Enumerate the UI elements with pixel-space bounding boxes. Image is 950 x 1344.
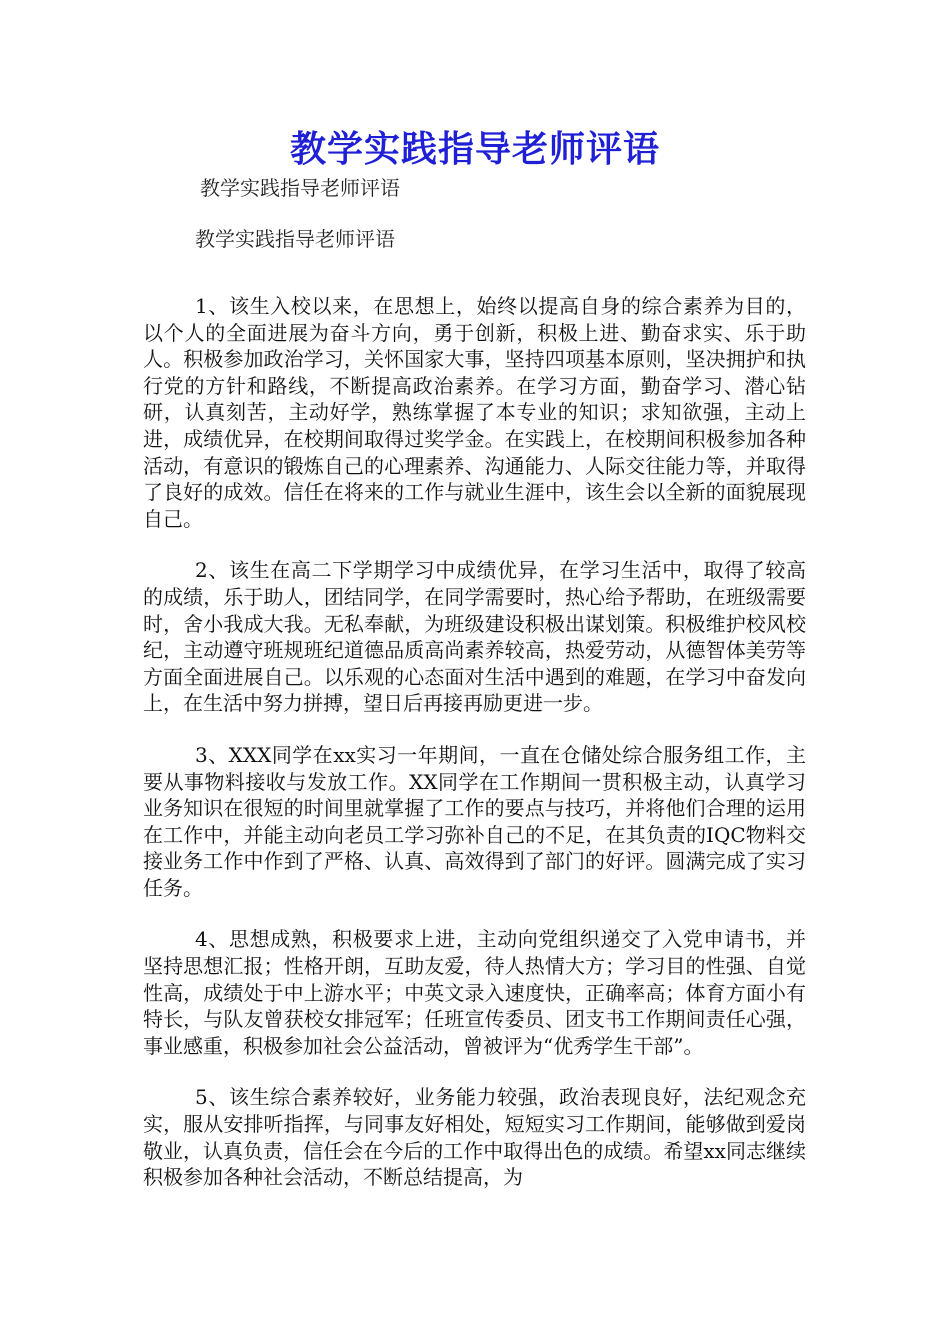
document-title: 教学实践指导老师评语 [289, 129, 660, 170]
paragraph-2: 2、该生在高二下学期学习中成绩优异，在学习生活中，取得了较高的成绩，乐于助人，团结同学，在同学需要时，热心给予帮助，在班级需要时，舍小我成大我。无私奉献，为班级建设积极出谋划策。积极维护校风校纪，主动遵守班规班纪道德品质高尚素养较高，热爱劳动，从德智体美劳等方面全面进展自己。以乐观的心态面对生活中遇到的难题，在学习中奋发向上，在生活中努力拼搏，望日后再接再励更进一步。 [143, 558, 806, 716]
paragraph-4: 4、思想成熟，积极要求上进，主动向党组织递交了入党申请书，并坚持思想汇报；性格开朗，互助友爱，待人热情大方；学习目的性强、自觉性高，成绩处于中上游水平；中英文录入速度快，正确率高；体育方面小有特长，与队友曾获校女排冠军；任班宣传委员、团支书工作期间责任心强，事业感重，积极参加社会公益活动，曾被评为“优秀学生干部”。 [143, 927, 806, 1058]
paragraph-3: 3、XXX同学在xx实习一年期间，一直在仓储处综合服务组工作，主要从事物料接收与发放工作。XX同学在工作期间一贯积极主动，认真学习业务知识在很短的时间里就掌握了工作的要点与技巧，并将他们合理的运用在工作中，并能主动向老员工学习弥补自己的不足，在其负责的IQC物料交接业务工作中作到了严格、认真、高效得到了部门的好评。圆满完成了实习任务。 [143, 742, 806, 900]
document-subtitle: 教学实践指导老师评语 [200, 176, 400, 200]
paragraph-5: 5、该生综合素养较好，业务能力较强，政治表现良好，法纪观念充实，服从安排听指挥，与同事友好相处，短短实习工作期间，能够做到爱岗敬业，认真负责，信任会在今后的工作中取得出色的成绩。希望xx同志继续积极参加各种社会活动，不断总结提高，为 [143, 1085, 806, 1190]
paragraph-1: 1、该生入校以来，在思想上，始终以提高自身的综合素养为目的，以个人的全面进展为奋斗方向，勇于创新，积极上进、勤奋求实、乐于助人。积极参加政治学习，关怀国家大事，坚持四项基本原则，坚决拥护和执行党的方针和路线，不断提高政治素养。在学习方面，勤奋学习、潜心钻研，认真刻苦，主动好学，熟练掌握了本专业的知识；求知欲强，主动上进，成绩优异，在校期间取得过奖学金。在实践上，在校期间积极参加各种活动，有意识的锻炼自己的心理素养、沟通能力、人际交往能力等，并取得了良好的成效。信任在将来的工作与就业生涯中，该生会以全新的面貌展现自己。 [143, 294, 806, 531]
document-body [143, 293, 806, 1216]
document-subheading: 教学实践指导老师评语 [195, 227, 395, 251]
